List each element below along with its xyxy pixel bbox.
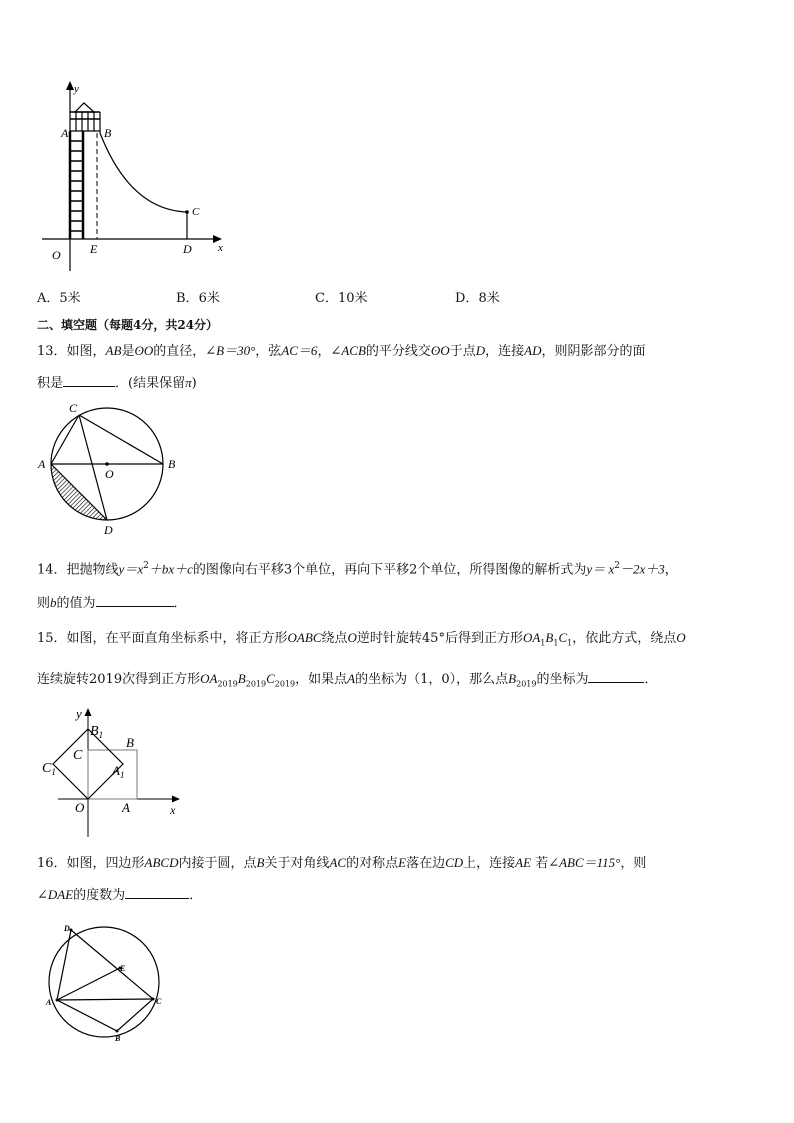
option-a: A．5米 — [37, 291, 81, 306]
label-O: O — [52, 248, 61, 262]
q16-label-D: D — [64, 924, 70, 933]
q13-label-A: A — [38, 457, 46, 471]
q15-label-C1: $C_1$ — [42, 761, 56, 777]
q14-line1: 14．把抛物线$y=x^2+bx+c$的图像向右平移3个单位，再向下平移2个单位，所得图像的解析式为$y= x^2-2x+3$， — [37, 561, 678, 578]
label-C: C — [192, 206, 200, 218]
q15-label-y: y — [76, 706, 82, 721]
q15-label-A1: $A_1$ — [112, 763, 125, 780]
figure-q16-cyclic-quad — [38, 915, 168, 1045]
q13-line2: 积是 ．(结果保留π) — [37, 375, 197, 391]
q16-label-B: B — [115, 1034, 121, 1043]
label-y: y — [74, 83, 79, 95]
figure-q12-ladder-graph — [30, 75, 240, 275]
option-d: D．8米 — [455, 291, 500, 306]
q15-label-x: x — [170, 803, 176, 817]
answer-blank-q16[interactable] — [125, 886, 189, 899]
q16-label-C: C — [156, 997, 162, 1006]
q15-label-A: A — [122, 800, 130, 815]
figure-q15-squares — [38, 705, 188, 840]
q16-line2: ∠DAE的度数为 ． — [37, 887, 203, 903]
q15-line1: 15．如图，在平面直角坐标系中，将正方形OABC绕点O逆时针旋转45°后得到正方形$OA_1B_1C_1$，依此方式，绕点O — [37, 630, 686, 648]
q14-line2: 则b的值为 ． — [37, 595, 187, 611]
section-heading: 二、填空题（每题4分，共24分） — [37, 318, 219, 332]
q13-label-D: D — [104, 523, 113, 537]
label-E: E — [90, 242, 98, 256]
label-B: B — [104, 126, 112, 140]
q13-label-B: B — [168, 457, 176, 471]
q15-line2: 连续旋转2019次得到正方形$OA_{2019}B_{2019}C_{2019}$，如果点A的坐标为（1，0），那么点$B_{2019}$的坐标为 ． — [37, 671, 658, 689]
q13-label-O: O — [105, 467, 114, 481]
figure-q13-circle — [34, 398, 184, 538]
q16-label-A: A — [46, 998, 52, 1007]
option-c: C．10米 — [315, 291, 368, 306]
label-x: x — [218, 242, 223, 254]
label-D: D — [183, 242, 192, 256]
q15-label-O: O — [75, 800, 85, 815]
q15-label-B1: $B_1$ — [90, 724, 104, 740]
q16-label-E: E — [120, 964, 126, 973]
label-A: A — [61, 126, 69, 140]
q13-line1: 13．如图，AB是ʘO的直径，∠B＝30°，弦AC＝6，∠ACB的平分线交ʘO于点D，连接AD，则阴影部分的面 — [37, 343, 646, 359]
q16-line1: 16．如图，四边形ABCD内接于圆，点B关于对角线AC的对称点E落在边CD上，连接AE 若∠ABC＝115°，则 — [37, 855, 647, 871]
q15-label-C: C — [73, 748, 83, 763]
q13-label-C: C — [69, 401, 78, 415]
option-b: B．6米 — [176, 291, 220, 306]
answer-blank-q15[interactable] — [588, 670, 644, 683]
q15-label-B: B — [126, 735, 134, 750]
answer-blank-q13[interactable] — [63, 374, 115, 387]
answer-blank-q14[interactable] — [96, 594, 174, 607]
